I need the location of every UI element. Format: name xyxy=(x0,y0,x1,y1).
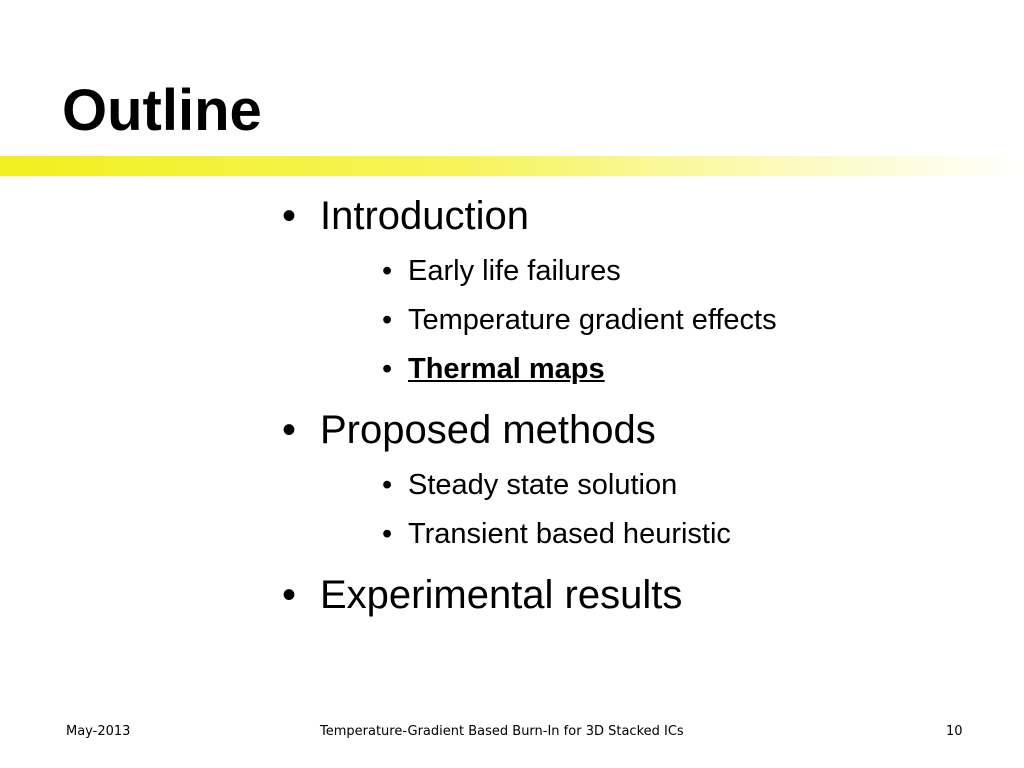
outline-item-label: Steady state solution xyxy=(408,469,678,501)
bullet-icon: • xyxy=(282,408,297,452)
footer-date: May-2013 xyxy=(66,724,131,739)
bullet-icon: • xyxy=(382,469,393,501)
slide-number: 10 xyxy=(946,724,963,739)
outline-subitem-early-life-failures xyxy=(280,252,777,290)
outline-item-label: Temperature gradient effects xyxy=(408,304,777,336)
bullet-icon: • xyxy=(382,304,393,336)
slide-title: Outline xyxy=(62,78,262,143)
outline-item-introduction xyxy=(280,190,777,242)
outline-item-label: Thermal maps xyxy=(408,353,605,385)
title-accent-bar xyxy=(0,156,1024,176)
outline-item-label: Proposed methods xyxy=(320,408,656,452)
outline-subitem-steady-state-solution xyxy=(280,466,777,504)
bullet-icon: • xyxy=(382,255,393,287)
bullet-icon: • xyxy=(282,194,297,238)
outline-item-label: Early life failures xyxy=(408,255,621,287)
outline-item-label: Experimental results xyxy=(320,573,683,617)
outline-item-label: Introduction xyxy=(320,194,530,238)
outline-subitem-transient-based-heuristic xyxy=(280,515,777,553)
outline-item-experimental-results xyxy=(280,569,777,621)
outline-subitem-thermal-maps-current xyxy=(280,350,777,388)
bullet-icon: • xyxy=(382,353,393,385)
outline-item-proposed-methods xyxy=(280,404,777,456)
bullet-icon: • xyxy=(282,573,297,617)
footer-title: Temperature-Gradient Based Burn-In for 3D Stacked ICs xyxy=(320,724,684,739)
bullet-icon: • xyxy=(382,518,393,550)
outline-list xyxy=(280,190,777,621)
outline-item-label: Transient based heuristic xyxy=(408,518,731,550)
outline-subitem-temperature-gradient-effects xyxy=(280,301,777,339)
